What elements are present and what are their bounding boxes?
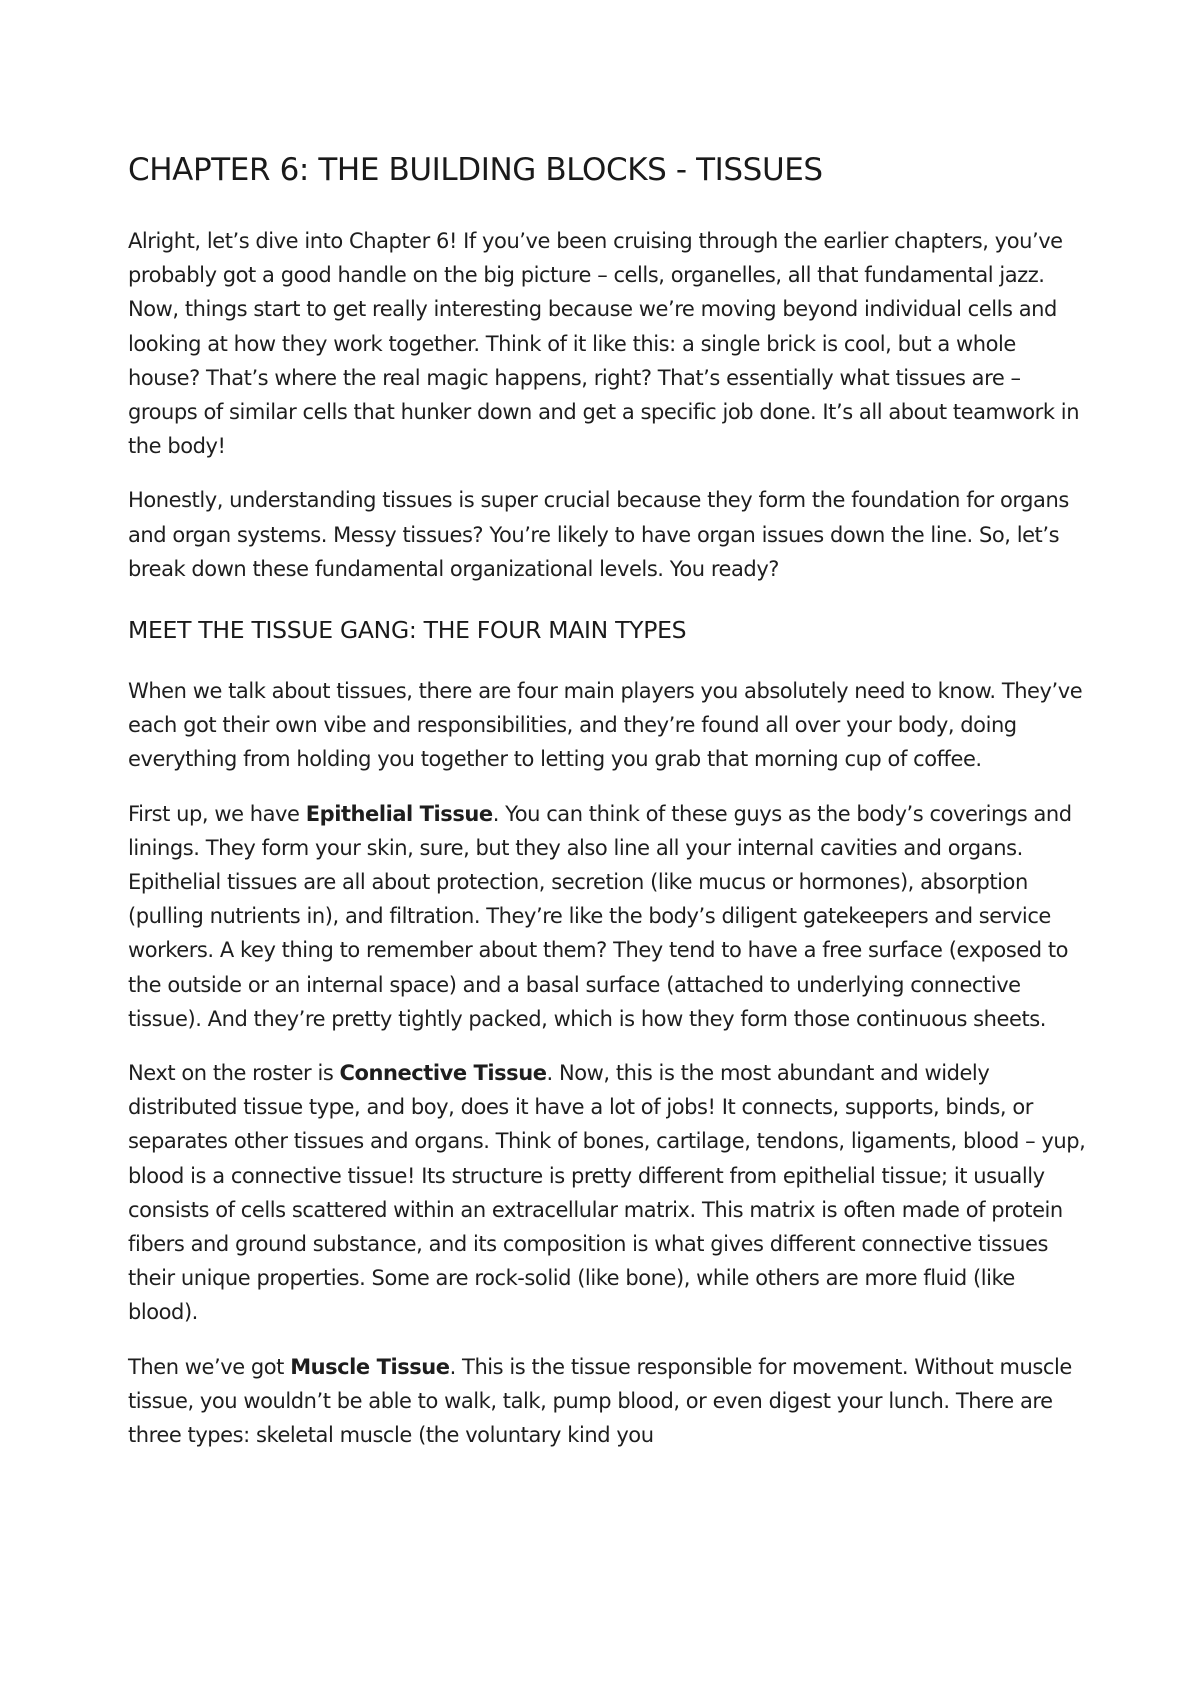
muscle-lead: Then we’ve got [128, 1354, 291, 1379]
intro-paragraph-2: Honestly, understanding tissues is super crucial because they form the foundation for organs and organ systems. Messy tissues? You’re likely to have organ issues down the line. So, let’s break down these fundamental organizational levels. You ready? [128, 488, 1069, 581]
connective-paragraph [128, 1056, 1088, 1330]
connective-lead: Next on the roster is [128, 1061, 340, 1086]
intro-paragraph-1: Alright, let’s dive into Chapter 6! If you’ve been cruising through the earlier chapters, you’ve probably got a good handle on the big picture – cells, organelles, all that fundamental jazz. Now, things start to get really interesting because we’re moving beyond individual cells and looking at how they work together. Think of it like this: a single brick is cool, but a whole house? That’s where the real magic happens, right? That’s essentially what tissues are – groups of similar cells that hunker down and get a specific job done. It’s all about teamwork in the body! [128, 229, 1080, 459]
section-heading: MEET THE TISSUE GANG: THE FOUR MAIN TYPES [128, 616, 687, 645]
document-page [128, 150, 1088, 1472]
chapter-title: CHAPTER 6: THE BUILDING BLOCKS - TISSUES [128, 152, 823, 188]
epithelial-body: . You can think of these guys as the body’s coverings and linings. They form your skin, sure, but they also line all your internal cavities and organs. Epithelial tissues are all about protection, secretion (like mucus or hormones), absorption (pulling nutrients in), and filtration. They’re like the body’s diligent gatekeepers and service workers. A key thing to remember about them? They tend to have a free surface (exposed to the outside or an internal space) and a basal surface (attached to underlying connective tissue). And they’re pretty tightly packed, which is how they form those continuous sheets. [128, 801, 1072, 1031]
epithelial-term: Epithelial Tissue [305, 801, 493, 826]
muscle-term: Muscle Tissue [290, 1354, 450, 1379]
connective-term: Connective Tissue [339, 1061, 547, 1086]
epithelial-paragraph [128, 797, 1088, 1036]
section-intro-paragraph: When we talk about tissues, there are four main players you absolutely need to know. They’ve each got their own vibe and responsibilities, and they’re found all over your body, doing everything from holding you together to letting you grab that morning cup of coffee. [128, 679, 1083, 772]
muscle-paragraph [128, 1350, 1088, 1453]
epithelial-lead: First up, we have [128, 801, 306, 826]
connective-body: . Now, this is the most abundant and widely distributed tissue type, and boy, does it have a lot of jobs! It connects, supports, binds, or separates other tissues and organs. Think of bones, cartilage, tendons, ligaments, blood – yup, blood is a connective tissue! Its structure is pretty different from epithelial tissue; it usually consists of cells scattered within an extracellular matrix. This matrix is often made of protein fibers and ground substance, and its composition is what gives different connective tissues their unique properties. Some are rock-solid (like bone), while others are more fluid (like blood). [128, 1061, 1086, 1325]
muscle-body: . This is the tissue responsible for movement. Without muscle tissue, you wouldn’t be able to walk, talk, pump blood, or even digest your lunch. There are three types: skeletal muscle (the voluntary kind you [128, 1354, 1072, 1448]
